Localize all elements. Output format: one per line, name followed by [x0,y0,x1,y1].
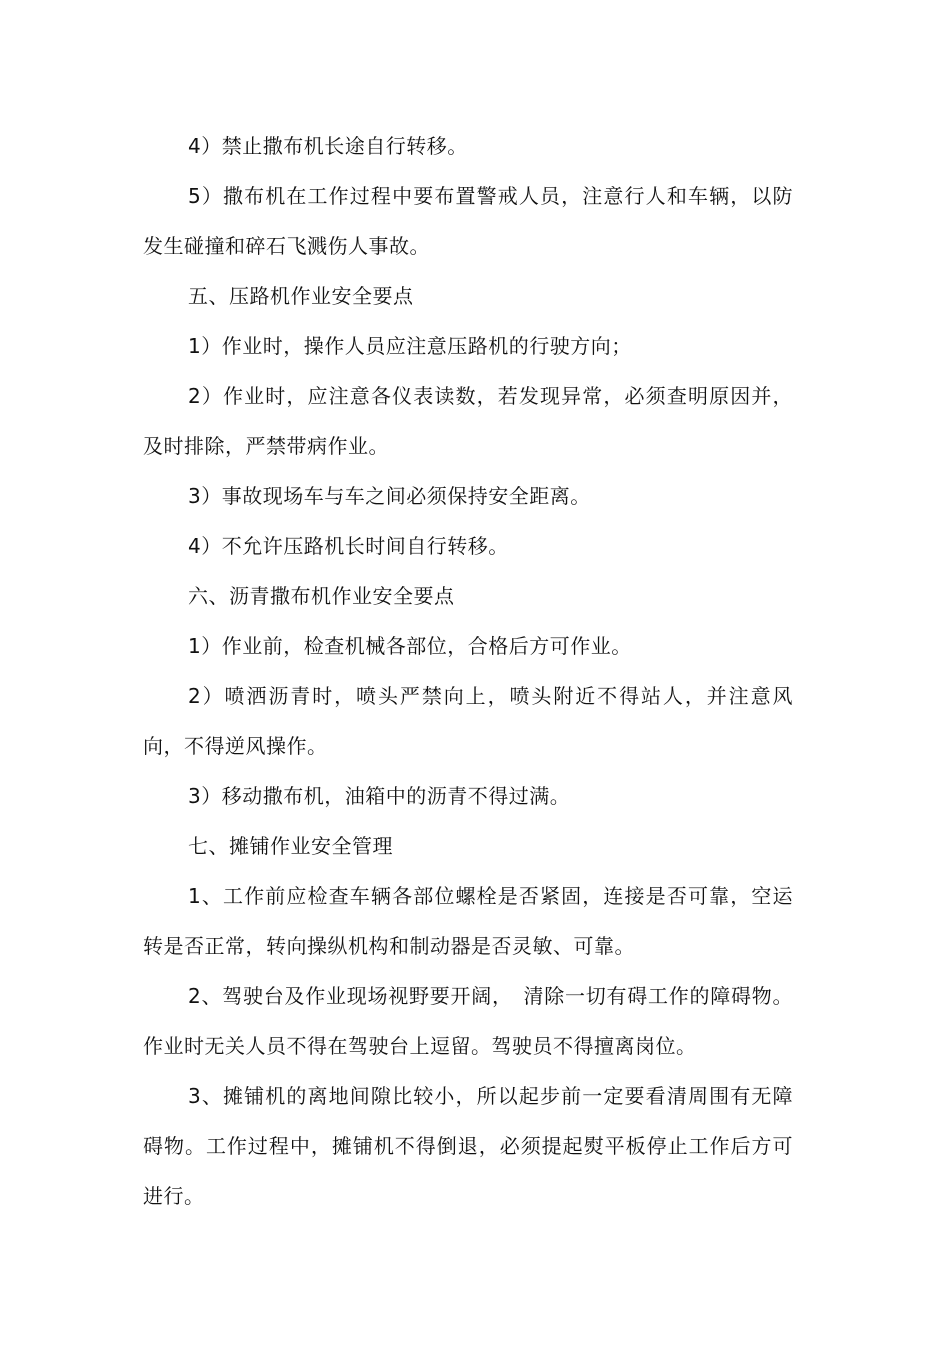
paragraph-roller-2: 2）作业时，应注意各仪表读数，若发现异常，必须查明原因并，及时排除，严禁带病作业。 [143,384,793,458]
paragraph-item-5: 5）撒布机在工作过程中要布置警戒人员，注意行人和车辆，以防发生碰撞和碎石飞溅伤人事故。 [143,184,793,258]
section-heading-7: 七、摊铺作业安全管理 [188,834,393,858]
paragraph-roller-1: 1）作业时，操作人员应注意压路机的行驶方向； [188,334,632,358]
section-heading-5: 五、压路机作业安全要点 [188,284,414,308]
document-body [143,121,793,1221]
paragraph-paving-1: 1、工作前应检查车辆各部位螺栓是否紧固，连接是否可靠，空运转是否正常，转向操纵机构和制动器是否灵敏、可靠。 [143,884,793,958]
paragraph-item-4: 4）禁止撒布机长途自行转移。 [188,134,468,158]
paragraph-paving-2: 2、驾驶台及作业现场视野要开阔， 清除一切有碍工作的障碍物。作业时无关人员不得在驾驶台上逗留。驾驶员不得擅离岗位。 [143,984,793,1058]
paragraph-asphalt-1: 1）作业前，检查机械各部位，合格后方可作业。 [188,634,632,658]
paragraph-roller-3: 3）事故现场车与车之间必须保持安全距离。 [188,484,591,508]
paragraph-asphalt-3: 3）移动撒布机，油箱中的沥青不得过满。 [188,784,571,808]
paragraph-roller-4: 4）不允许压路机长时间自行转移。 [188,534,509,558]
section-heading-6: 六、沥青撒布机作业安全要点 [188,584,455,608]
paragraph-asphalt-2: 2）喷洒沥青时，喷头严禁向上，喷头附近不得站人，并注意风向，不得逆风操作。 [143,684,793,758]
paragraph-paving-3: 3、摊铺机的离地间隙比较小，所以起步前一定要看清周围有无障碍物。工作过程中，摊铺机不得倒退，必须提起熨平板停止工作后方可进行。 [143,1084,793,1208]
